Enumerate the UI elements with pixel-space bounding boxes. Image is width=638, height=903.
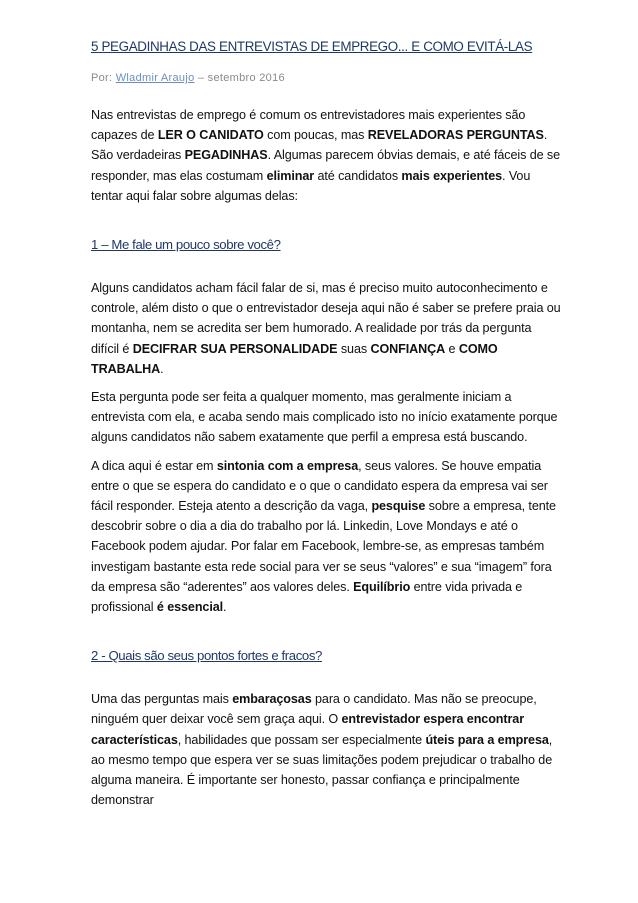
section-2-paragraph-1	[91, 689, 561, 810]
s1p1-bold-2: CONFIANÇA	[370, 341, 446, 356]
s1p1-text-3: e	[445, 341, 459, 356]
section-1-heading: 1 – Me fale um pouco sobre você?	[91, 237, 281, 253]
s2p1-bold-1: embaraçosas	[232, 692, 312, 707]
s1p3-text-1: A dica aqui é estar em	[91, 458, 217, 473]
s1p1-bold-3: COMO TRABALHA	[91, 341, 498, 376]
s1p3-text-3: sobre a empresa, tente descobrir sobre o dia a dia do trabalho por lá. Linkedin, Love Mondays e até o Facebook podem ajudar. Por falar em Facebook, lembre-se, as empresas também investigam bastante esta rede social para ver se seus “valores” e sua “imagem” fora da empresa são “aderentes” aos valores deles.	[91, 499, 556, 594]
s2p1-text-1: Uma das perguntas mais	[91, 692, 233, 707]
s1p3-text-5: .	[223, 600, 227, 615]
byline-date: – setembro 2016	[194, 72, 285, 84]
s2p1-bold-3: úteis para a empresa	[425, 732, 549, 747]
s1p3-text-2: , seus valores. Se houve empatia entre o que se espera do candidato e o que o candidato espera da empresa vai ser fácil responder. Esteja atento a descrição da vaga,	[91, 458, 548, 514]
s1p3-bold-1: sintonia com a empresa	[216, 458, 359, 473]
intro-bold-3: PEGADINHAS	[184, 148, 268, 163]
s2p1-bold-2: entrevistador espera encontrar características	[91, 712, 524, 747]
section-1-paragraph-2: Esta pergunta pode ser feita a qualquer momento, mas geralmente iniciam a entrevista com ela, e acaba sendo mais complicado isto no início exatamente porque alguns candidatos não sabem exatamente que perfil a empresa está buscando.	[91, 390, 558, 445]
intro-text-5: até candidatos	[314, 168, 402, 183]
intro-text-1: Nas entrevistas de emprego é comum os entrevistadores mais experientes são capazes de	[91, 108, 526, 143]
s1p1-text-1: Alguns candidatos acham fácil falar de si, mas é preciso muito autoconhecimento e controle, além disto o que o entrevistador deseja aqui não é saber se prefere praia ou montanha, nem se acredita ser bem humorado. A realidade por trás da pergunta difícil é	[91, 281, 561, 356]
intro-text-6: . Vou tentar aqui falar sobre algumas delas:	[91, 168, 531, 203]
s1p3-text-4: entre vida privada e profissional	[91, 579, 523, 615]
document-title: 5 PEGADINHAS DAS ENTREVISTAS DE EMPREGO... E COMO EVITÁ-LAS	[91, 39, 533, 54]
s1p3-bold-4: é essencial	[156, 600, 224, 615]
intro-text-3: . São verdadeiras	[91, 128, 548, 163]
section-2-heading: 2 - Quais são seus pontos fortes e fracos?	[91, 648, 322, 664]
s1p3-bold-2: pesquise	[371, 499, 426, 514]
s1p1-bold-1: DECIFRAR SUA PERSONALIDADE	[132, 341, 338, 356]
intro-bold-5: mais experientes	[401, 168, 503, 183]
intro-text-2: com poucas, mas	[263, 128, 368, 143]
intro-text-4: . Algumas parecem óbvias demais, e até fáceis de se responder, mas elas costumam	[91, 148, 561, 183]
author-link[interactable]: Wladmir Araujo	[115, 72, 195, 84]
s2p1-text-3: , habilidades que possam ser especialmente	[177, 732, 426, 747]
intro-paragraph	[91, 105, 561, 206]
intro-bold-2: REVELADORAS PERGUNTAS	[367, 128, 544, 143]
byline	[91, 71, 561, 85]
s1p1-text-2: suas	[337, 341, 371, 356]
s2p1-text-2: para o candidato. Mas não se preocupe, ninguém quer deixar você sem graça aqui. O	[91, 692, 537, 727]
s1p1-text-4: .	[160, 361, 164, 376]
document-page	[91, 38, 561, 810]
intro-bold-4: eliminar	[266, 168, 315, 183]
s1p3-bold-3: Equilíbrio	[353, 579, 411, 594]
byline-prefix: Por:	[91, 72, 116, 84]
s2p1-text-4: , ao mesmo tempo que espera ver se suas limitações podem prejudicar o trabalho de alguma maneira. É importante ser honesto, passar confiança e principalmente demonstrar	[91, 732, 553, 808]
section-1-paragraph-1	[91, 278, 561, 379]
section-1-paragraph-3	[91, 456, 561, 618]
intro-bold-1: LER O CANIDATO	[157, 128, 264, 143]
